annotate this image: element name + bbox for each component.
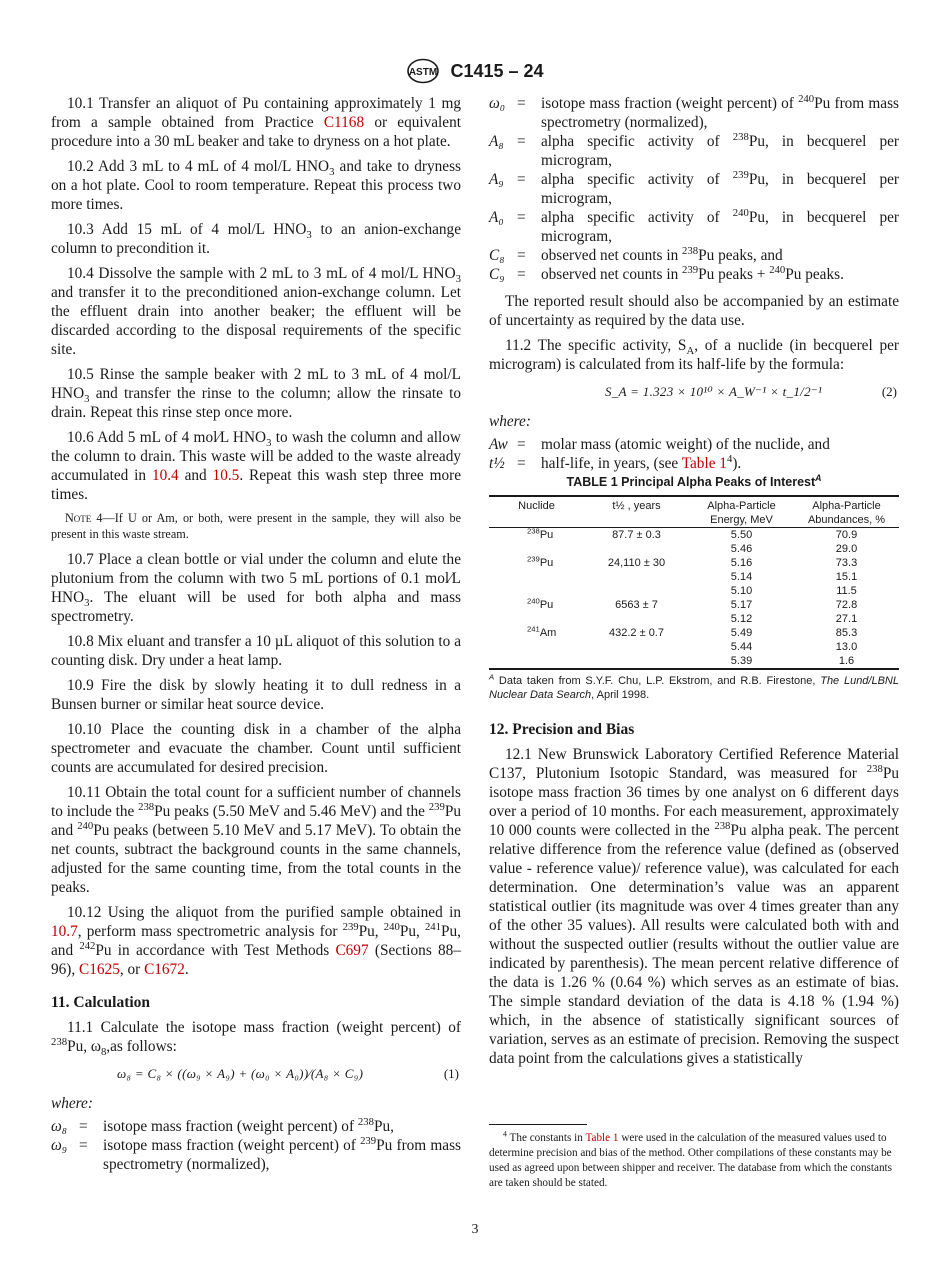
para-10-11: 10.11 Obtain the total count for a sufficient number of channels to include the $^{238}$Pu peaks (5.50 MeV and 5.46 MeV) and the $^{239}$Pu and $^{240}$Pu peaks (between 5.10 MeV and 5.17 MeV). To obtain the net counts, subtract the background counts in the same channels, adjusted for the same counting time, from the total counts in the peaks. xyxy=(51,784,461,896)
link-10-4[interactable]: 10.4 xyxy=(151,467,179,484)
cell-half-life: 24,110 ± 30 xyxy=(607,557,666,569)
cell-half-life xyxy=(584,542,689,556)
para-10-8: 10.8 Mix eluant and transfer a 10 µL aliquot of this solution to a counting disk. Dry under a heat lamp. xyxy=(51,633,461,669)
para-10-4: 10.4 Dissolve the sample with 2 mL to 3 mL of 4 mol/L $HNO_3$ and transfer it to the preconditioned anion-exchange column. Let the effluent drain into another beaker; the effluent will be discarded according to the disposal requirements of the specific site. xyxy=(51,265,461,358)
cell-energy: 5.39 xyxy=(689,654,794,669)
cell-abundance: 72.8 xyxy=(835,599,858,611)
footnote-rule xyxy=(489,1124,587,1125)
link-c697[interactable]: C697 xyxy=(335,942,369,959)
equation-1-number: (1) xyxy=(443,1066,459,1081)
cell-half-life: 6563 ± 7 xyxy=(615,599,658,611)
cell-energy: 5.16 xyxy=(730,557,753,569)
definition-omega9: ω₉ = isotope mass fraction (weight percent) of $^{239}$Pu from mass spectrometry (normalized), xyxy=(51,1134,461,1173)
definition-omega0: ω₀ = isotope mass fraction (weight percent) of $^{240}$Pu from mass spectrometry (normalized), xyxy=(489,92,899,131)
table-1-footnote: $^A$ Data taken from S.Y.F. Chu, L.P. Ekstrom, and R.B. Firestone, The Lund/LBNL Nuclear Data Search, April 1998. xyxy=(489,672,899,701)
para-10-12: 10.12 Using the aliquot from the purified sample obtained in 10.7, perform mass spectrometric analysis for $^{239}$Pu, $^{240}$Pu, $^{241}$Pu, and $^{242}$Pu in accordance with Test Methods C697 (Sections 88–96), C1625, or C1672. xyxy=(51,904,461,978)
cell-abundance: 29.0 xyxy=(835,543,858,555)
cell-half-life xyxy=(584,612,689,626)
cell-energy: 5.12 xyxy=(730,613,753,625)
section-12-heading: 12. Precision and Bias xyxy=(489,721,635,738)
para-reported-result: The reported result should also be accompanied by an estimate of uncertainty as required by the data use. xyxy=(489,293,899,329)
link-table-1[interactable]: Table 1 xyxy=(681,455,727,472)
link-10-7[interactable]: 10.7 xyxy=(51,923,78,940)
equation-2-formula: S_A = 1.323 × 10¹⁰ × A_W⁻¹ × t_1/2⁻¹ xyxy=(605,384,823,399)
table-row xyxy=(489,640,899,654)
cell-energy: 5.44 xyxy=(730,641,753,653)
section-11-heading: 11. Calculation xyxy=(51,994,151,1011)
table-1-title: TABLE 1 Principal Alpha Peaks of Interest$^A$ xyxy=(566,472,822,489)
definition-a9: A₉ = alpha specific activity of $^{239}$Pu, in becquerel per microgram, xyxy=(489,168,899,207)
footnote-area xyxy=(489,1124,899,1191)
right-column xyxy=(489,94,899,1074)
table-row xyxy=(489,598,899,612)
table-row xyxy=(489,626,899,640)
link-c1672[interactable]: C1672 xyxy=(144,961,185,978)
para-11-2: 11.2 The specific activity, $S_A$, of a nuclide (in becquerel per microgram) is calculated from its half-life by the formula: xyxy=(489,337,899,373)
where-label-2: where: xyxy=(489,413,531,430)
cell-nuclide: $^{239}$Pu xyxy=(527,554,554,569)
para-11-1: 11.1 Calculate the isotope mass fraction (weight percent) of $^{238}$Pu, $\omega_8,as$ follows: xyxy=(51,1019,461,1059)
cell-half-life: 87.7 ± 0.3 xyxy=(612,529,661,541)
cell-energy: 5.46 xyxy=(730,543,753,555)
cell-energy: 5.50 xyxy=(730,529,753,541)
table-row xyxy=(489,556,899,570)
col-header-half-life: t½ , years xyxy=(584,496,689,528)
definition-c8: C₈ = observed net counts in $^{238}$Pu peaks, and xyxy=(489,244,783,264)
para-10-3: 10.3 Add 15 mL of 4 mol/L $HNO_3$ to an anion-exchange column to precondition it. xyxy=(51,221,461,257)
equation-1-formula: ω₈ = C₈ × ((ω₉ × A₉) + (ω₀ × A₀))⁄(A₈ × C₉) xyxy=(117,1066,364,1081)
para-12-1: 12.1 New Brunswick Laboratory Certified Reference Material C137, Plutonium Isotopic Standard, was measured for $^{238}$Pu isotope mass fraction 36 times by one analyst on 6 different days over a period of 10 months. For each measurement, approximately 10 000 counts were collected in the $^{238}$Pu alpha peak. The percent relative difference from the reference value (defined as (observed value - reference value)/ reference value), was calculated for each determination. One determination’s value was an apparent statistical outlier (its magnitude was over 4 times greater than any of the other 35 values). All results were calculated both with and without the suspected outlier (results without the outlier value are indicated by parenthesis). The mean percent relative difference of the data is 1.26 % (0.64 %) which serves as an estimate of bias. The simple standard deviation of the data is 4.18 % (1.94 %) which, in the absence of statistically significant sources of variation, serves as an estimate of precision. Removing the suspect data point from the calculations gives a statistically xyxy=(489,746,899,1067)
table-row xyxy=(489,542,899,556)
equation-1 xyxy=(51,1062,461,1084)
document-number: C1415 – 24 xyxy=(450,60,544,81)
definition-a8: A₈ = alpha specific activity of $^{238}$Pu, in becquerel per microgram, xyxy=(489,130,899,169)
cell-nuclide xyxy=(489,570,584,584)
cell-energy: 5.49 xyxy=(730,627,753,639)
cell-nuclide xyxy=(489,640,584,654)
cell-abundance: 1.6 xyxy=(794,654,899,669)
cell-half-life: 432.2 ± 0.7 xyxy=(609,627,664,639)
col-header-energy: Alpha-Particle Energy, MeV xyxy=(689,496,794,528)
table-1 xyxy=(489,495,899,670)
para-10-9: 10.9 Fire the disk by slowly heating it to dull redness in a Bunsen burner or similar heat source device. xyxy=(51,677,461,713)
col-header-abundance: Alpha-Particle Abundances, % xyxy=(794,496,899,528)
cell-nuclide: $^{238}$Pu xyxy=(527,526,554,541)
definition-c9: C₉ = observed net counts in $^{239}$Pu peaks + $^{240}$Pu peaks. xyxy=(489,263,844,283)
equation-2-number: (2) xyxy=(881,384,897,399)
cell-nuclide: $^{240}$Pu xyxy=(527,596,554,611)
cell-abundance: 11.5 xyxy=(836,585,857,597)
cell-nuclide: $^{241}$Am xyxy=(527,624,557,639)
table-row xyxy=(489,584,899,598)
cell-abundance: 85.3 xyxy=(835,627,858,639)
para-10-7: 10.7 Place a clean bottle or vial under the column and elute the plutonium from the column with two 5 mL portions of 0.1 mol⁄L $HNO_3$. The eluant will be used for both alpha and mass spectrometry. xyxy=(51,551,461,625)
cell-half-life xyxy=(584,584,689,598)
cell-energy: 5.10 xyxy=(730,585,753,597)
cell-abundance: 27.1 xyxy=(835,613,858,625)
cell-abundance: 15.1 xyxy=(835,571,858,583)
cell-half-life xyxy=(584,640,689,654)
note-4: Note 4—If U or Am, or both, were present in the sample, they will also be present in this waste stream. xyxy=(51,511,462,541)
astm-logo-icon xyxy=(406,58,440,84)
definition-a0: A₀ = alpha specific activity of $^{240}$Pu, in becquerel per microgram, xyxy=(489,206,899,245)
table-row xyxy=(489,528,899,543)
logo-text: ASTM xyxy=(409,67,438,78)
para-10-6: 10.6 Add 5 mL of 4 mol⁄L $HNO_3$ to wash the column and allow the column to drain. This waste will be added to the waste already accumulated in 10.4 and 10.5. Repeat this wash step three more times. xyxy=(51,429,462,503)
para-10-10: 10.10 Place the counting disk in a chamber of the alpha spectrometer and evacuate the chamber. Count until sufficient counts are accumulated for desired precision. xyxy=(51,721,461,776)
footnote-4: $^4$ The constants in Table 1 were used in the calculation of the measured values used to determine precision and bias of the method. Other compilations of these constants may be used as agreed upon between shipper and receiver. The database from which the constants are taken should be stated. xyxy=(489,1129,893,1189)
col-header-nuclide: Nuclide xyxy=(489,496,584,528)
para-10-1: 10.1 Transfer an aliquot of Pu containing approximately 1 mg from a sample obtained from Practice C1168 or equivalent procedure into a 30 mL beaker and take to dryness on a hot plate. xyxy=(51,95,461,150)
cell-abundance: 70.9 xyxy=(835,529,858,541)
table-row xyxy=(489,570,899,584)
footnote-link-table-1[interactable]: Table 1 xyxy=(585,1132,619,1144)
link-10-5[interactable]: 10.5 xyxy=(212,467,240,484)
link-c1625[interactable]: C1625 xyxy=(79,961,120,978)
table-row xyxy=(489,612,899,626)
para-10-2: 10.2 Add 3 mL to 4 mL of 4 mol/L $HNO_3$ and take to dryness on a hot plate. Cool to room temperature. Repeat this process two more times. xyxy=(51,158,461,213)
page-header xyxy=(0,58,950,84)
definition-t-half: t½ = half-life, in years, (see Table $1^4$). xyxy=(489,452,742,472)
cell-abundance: 13.0 xyxy=(835,641,858,653)
where-label: where: xyxy=(51,1095,93,1112)
cell-nuclide xyxy=(489,654,584,669)
cell-half-life xyxy=(584,570,689,584)
cell-abundance: 73.3 xyxy=(835,557,858,569)
cell-energy: 5.17 xyxy=(730,599,753,611)
cell-half-life xyxy=(584,654,689,669)
definition-aw: Aw = molar mass (atomic weight) of the nuclide, and xyxy=(489,436,830,453)
page-number: 3 xyxy=(471,1222,479,1237)
table-row xyxy=(489,654,899,669)
cell-energy: 5.14 xyxy=(730,571,753,583)
equation-2 xyxy=(489,380,899,402)
para-10-5: 10.5 Rinse the sample beaker with 2 mL to 3 mL of 4 mol/L $HNO_3$ and transfer the rinse to the column; allow the rinsate to drain. Repeat this rinse step once more. xyxy=(51,366,461,421)
definition-omega8: ω₈ = isotope mass fraction (weight percent) of $^{238}$Pu, xyxy=(51,1115,394,1135)
left-column xyxy=(51,94,461,1174)
link-c1168[interactable]: C1168 xyxy=(323,114,365,131)
